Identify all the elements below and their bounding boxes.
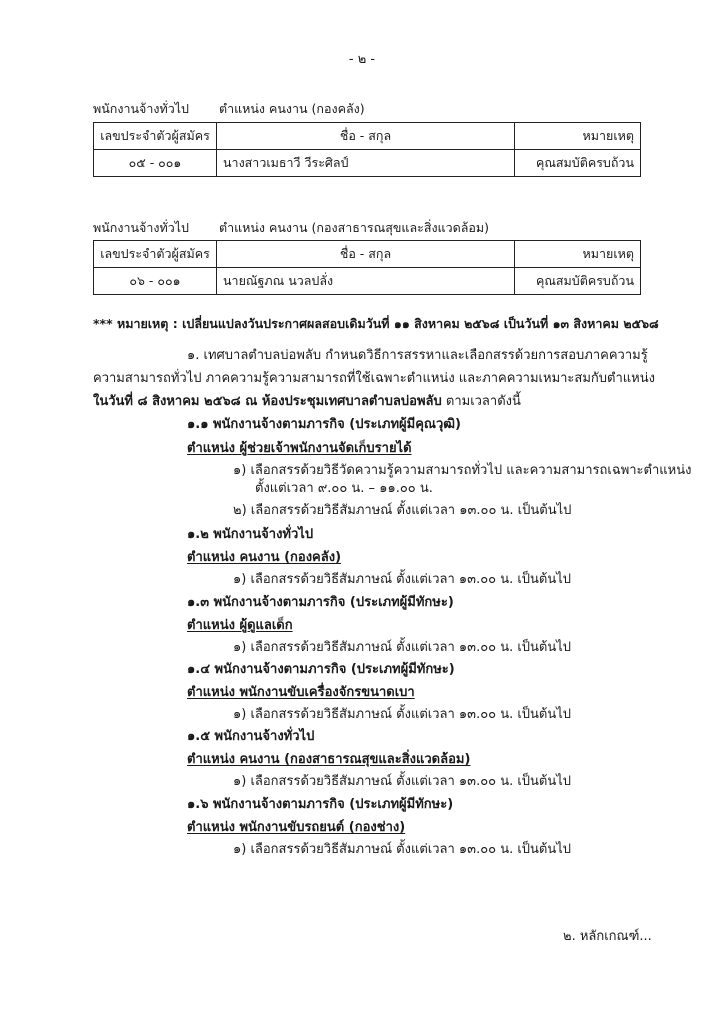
item-sub: ๑) เลือกสรรด้วยวิธีสัมภาษณ์ ตั้งแต่เวลา ๑๓.๐๐ น. เป็นต้นไป	[233, 774, 572, 789]
item-heading: ๑.๑ พนักงานจ้างตามภารกิจ (ประเภทผู้มีคุณวุฒิ)	[187, 417, 461, 432]
section1-heading	[93, 101, 365, 117]
header-note: หมายเหตุ	[515, 241, 641, 268]
item-position: ตำแหน่ง ผู้ดูแลเด็ก	[187, 618, 293, 633]
table-row	[94, 268, 641, 295]
table-header-row	[94, 241, 641, 268]
item-heading: ๑.๕ พนักงานจ้างทั่วไป	[187, 729, 315, 744]
item-position: ตำแหน่ง พนักงานขับรถยนต์ (กองช่าง)	[187, 820, 406, 835]
item-heading: ๑.๓ พนักงานจ้างตามภารกิจ (ประเภทผู้มีทักษะ)	[187, 595, 454, 610]
item-position: ตำแหน่ง พนักงานขับเครื่องจักรขนาดเบา	[187, 685, 415, 700]
item-sub: ตั้งแต่เวลา ๙.๐๐ น. – ๑๑.๐๐ น.	[255, 481, 433, 496]
applicant-id: ๐๕ - ๐๐๑	[94, 150, 217, 177]
header-id: เลขประจำตัวผู้สมัคร	[94, 123, 217, 150]
applicant-id: ๐๖ - ๐๐๑	[94, 268, 217, 295]
table-header-row	[94, 123, 641, 150]
para1-date-location: ในวันที่ ๘ สิงหาคม ๒๕๖๘ ณ ห้องประชุมเทศบาลตำบลบ่อพลับ	[93, 394, 442, 409]
item-sub: ๑) เลือกสรรด้วยวิธีสัมภาษณ์ ตั้งแต่เวลา ๑๓.๐๐ น. เป็นต้นไป	[233, 707, 572, 722]
para1-line1: ๑. เทศบาลตำบลบ่อพลับ กำหนดวิธีการสรรหาและเลือกสรรด้วยการสอบภาคความรู้	[187, 348, 648, 363]
item-sub: ๑) เลือกสรรด้วยวิธีสัมภาษณ์ ตั้งแต่เวลา ๑๓.๐๐ น. เป็นต้นไป	[233, 572, 572, 587]
section1-employee-type: พนักงานจ้างทั่วไป	[93, 101, 189, 116]
item-heading: ๑.๒ พนักงานจ้างทั่วไป	[187, 527, 314, 542]
para1-line2: ความสามารถทั่วไป ภาคความรู้ความสามารถที่ใช้เฉพาะตำแหน่ง และภาคความเหมาะสมกับตำแหน่ง	[93, 371, 655, 386]
page-number: - ๒ -	[348, 52, 376, 67]
item-position: ตำแหน่ง คนงาน (กองสาธารณสุขและสิ่งแวดล้อม)	[187, 752, 471, 767]
item-position: ตำแหน่ง ผู้ช่วยเจ้าพนักงานจัดเก็บรายได้	[187, 441, 412, 456]
para1-time-suffix: ตามเวลาดังนี้	[441, 394, 521, 409]
table-row	[94, 150, 641, 177]
item-heading: ๑.๖ พนักงานจ้างตามภารกิจ (ประเภทผู้มีทักษะ)	[187, 797, 454, 812]
item-position: ตำแหน่ง คนงาน (กองคลัง)	[187, 550, 342, 565]
section1-table	[93, 122, 641, 177]
section1-position: ตำแหน่ง คนงาน (กองคลัง)	[218, 101, 365, 116]
section2-table	[93, 240, 641, 295]
applicant-note: คุณสมบัติครบถ้วน	[515, 150, 641, 177]
section2-heading	[93, 220, 489, 236]
section2-employee-type: พนักงานจ้างทั่วไป	[93, 220, 189, 235]
header-name: ชื่อ - สกุล	[217, 123, 515, 150]
item-sub: ๑) เลือกสรรด้วยวิธีสัมภาษณ์ ตั้งแต่เวลา ๑๓.๐๐ น. เป็นต้นไป	[233, 842, 572, 857]
header-note: หมายเหตุ	[515, 123, 641, 150]
section2-position: ตำแหน่ง คนงาน (กองสาธารณสุขและสิ่งแวดล้อม)	[218, 220, 490, 235]
item-sub: ๒) เลือกสรรด้วยวิธีสัมภาษณ์ ตั้งแต่เวลา ๑๓.๐๐ น. เป็นต้นไป	[233, 503, 572, 518]
applicant-name: นายณัฐภณ นวลปลั่ง	[217, 268, 515, 295]
applicant-name: นางสาวเมธาวี วีระศิลป์	[217, 150, 515, 177]
header-name: ชื่อ - สกุล	[217, 241, 515, 268]
continuation-note: ๒. หลักเกณฑ์...	[563, 929, 652, 944]
header-id: เลขประจำตัวผู้สมัคร	[94, 241, 217, 268]
para1-line3	[93, 393, 521, 411]
remark-note: *** หมายเหตุ : เปลี่ยนแปลงวันประกาศผลสอบเดิมวันที่ ๑๑ สิงหาคม ๒๕๖๘ เป็นวันที่ ๑๓ สิงหาคม ๒๕๖๘	[93, 316, 659, 331]
item-sub: ๑) เลือกสรรด้วยวิธีวัดความรู้ความสามารถทั่วไป และความสามารถเฉพาะตำแหน่ง	[233, 463, 692, 478]
item-sub: ๑) เลือกสรรด้วยวิธีสัมภาษณ์ ตั้งแต่เวลา ๑๓.๐๐ น. เป็นต้นไป	[233, 640, 572, 655]
applicant-note: คุณสมบัติครบถ้วน	[515, 268, 641, 295]
item-heading: ๑.๔ พนักงานจ้างตามภารกิจ (ประเภทผู้มีทักษะ)	[187, 662, 455, 677]
